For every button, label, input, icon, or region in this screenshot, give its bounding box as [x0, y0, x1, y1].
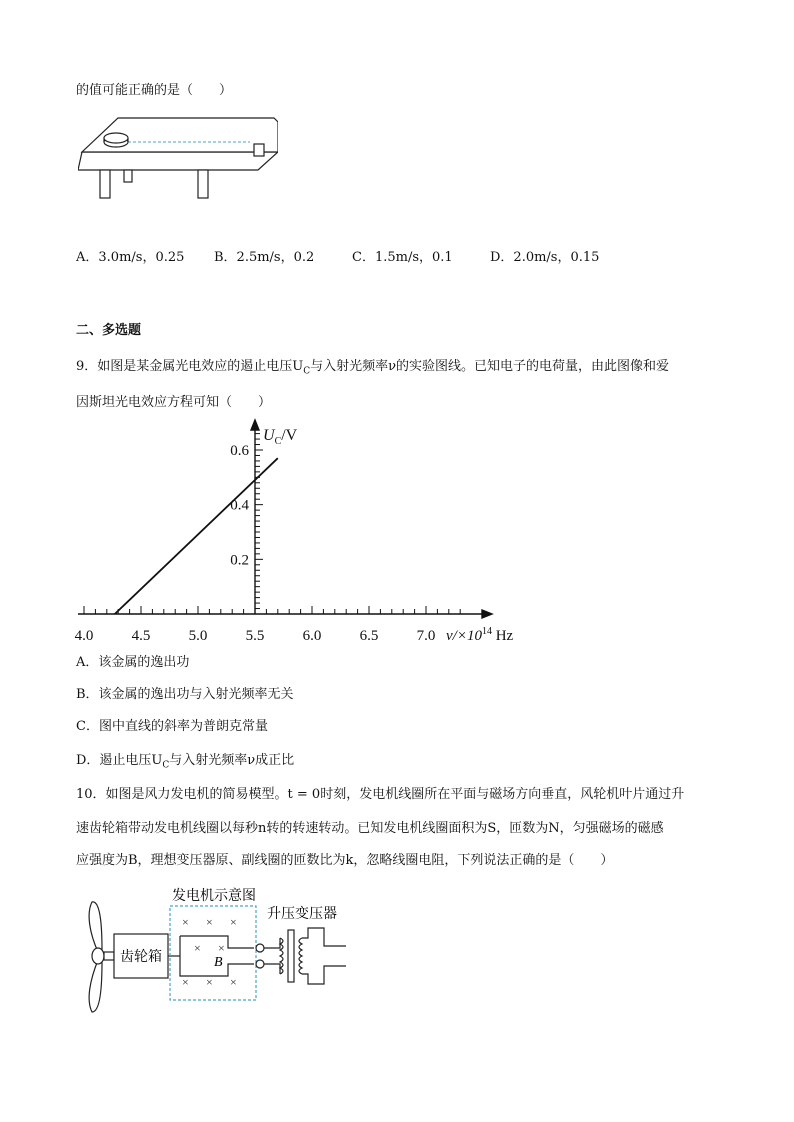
q10-stem-line2: 速齿轮箱带动发电机线圈以每秒n转的转速转动。已知发电机线圈面积为S，匝数为N，匀强磁场的磁感	[76, 821, 664, 836]
svg-text:×: ×	[194, 941, 201, 955]
q9-stem-line2: 因斯坦光电效应方程可知（ ）	[76, 395, 272, 410]
q8-stem-tail: 的值可能正确的是（ ）	[76, 83, 233, 98]
q8-option-c[interactable]: C．1.5m/s，0.1	[352, 250, 453, 265]
q10-stem-line1: 10．如图是风力发电机的简易模型。t = 0时刻，发电机线圈所在平面与磁场方向垂直，风轮机叶片通过升	[76, 787, 685, 802]
gearbox-label: 齿轮箱	[120, 950, 162, 965]
svg-text:×: ×	[206, 975, 213, 989]
y-tick-label: 0.6	[230, 443, 249, 459]
field-label: B	[214, 955, 223, 970]
wind-generator-figure	[76, 884, 376, 1024]
svg-text:×: ×	[182, 975, 189, 989]
q8-option-d[interactable]: D．2.0m/s，0.15	[490, 250, 600, 265]
svg-text:×: ×	[230, 915, 237, 929]
q9-option-d[interactable]: D．遏止电压$U_C$与入射光频率ν成正比	[76, 753, 295, 771]
uc-frequency-chart	[70, 418, 540, 646]
transformer-label: 升压变压器	[267, 907, 337, 922]
x-tick-label: 7.0	[416, 628, 436, 644]
svg-text:×: ×	[230, 975, 237, 989]
y-tick-label: 0.4	[230, 497, 249, 514]
q9-stem-line1: 9．如图是某金属光电效应的遏止电压$U_C$与入射光频率ν的实验图线。已知电子的电荷量，由此图像和爱	[76, 359, 670, 377]
x-tick-label: 4.0	[74, 628, 94, 644]
q8-option-a[interactable]: A．3.0m/s，0.25	[76, 250, 185, 265]
y-axis-label: $U_C/V$	[263, 427, 298, 447]
propeller-icon	[89, 902, 114, 1012]
table-top-edge	[78, 152, 278, 170]
x-axis-arrow	[482, 610, 492, 618]
q9-option-c[interactable]: C．图中直线的斜率为普朗克常量	[76, 719, 268, 734]
q9-option-b[interactable]: B．该金属的逸出功与入射光频率无关	[76, 687, 294, 702]
data-line	[115, 458, 278, 614]
svg-text:×: ×	[206, 915, 213, 929]
x-tick-label: 5.5	[245, 628, 265, 644]
x-axis-label: $\nu/\times 10^{14}$ Hz	[446, 626, 514, 644]
q8-option-b[interactable]: B．2.5m/s，0.2	[214, 250, 315, 265]
y-tick-label: 0.2	[230, 552, 249, 569]
x-tick-label: 6.5	[359, 628, 379, 644]
y-axis-arrow	[251, 420, 259, 430]
generator-label: 发电机示意图	[172, 889, 256, 904]
svg-text:×: ×	[182, 915, 189, 929]
section-heading: 二、多选题	[76, 323, 142, 338]
x-tick-label: 4.5	[131, 628, 151, 644]
svg-text:×: ×	[218, 941, 225, 955]
table-figure	[78, 112, 278, 204]
q10-stem-line3: 应强度为B，理想变压器原、副线圈的匝数比为k，忽略线圈电阻，下列说法正确的是（ ）	[76, 853, 614, 868]
x-tick-label: 6.0	[302, 628, 322, 644]
q9-option-a[interactable]: A．该金属的逸出功	[76, 655, 190, 670]
x-tick-label: 5.0	[188, 628, 208, 644]
